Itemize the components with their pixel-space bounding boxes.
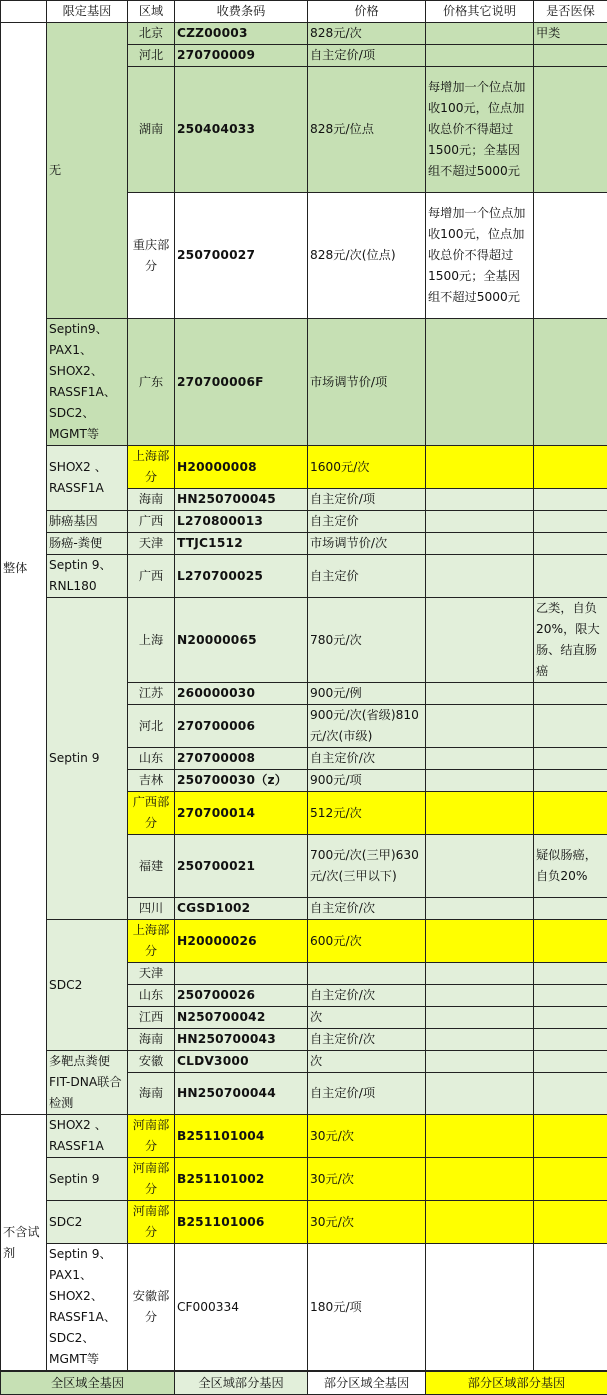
price-cell: 自主定价 xyxy=(308,555,426,598)
code-cell: 270700009 xyxy=(175,45,308,67)
note-cell xyxy=(426,705,534,748)
insurance-cell xyxy=(534,489,607,511)
region-cell: 河南部分 xyxy=(128,1158,175,1201)
code-cell: H20000026 xyxy=(175,920,308,963)
price-cell: 900元/项 xyxy=(308,770,426,792)
code-cell: 260000030 xyxy=(175,683,308,705)
insurance-cell xyxy=(534,1051,607,1073)
price-cell: 900元/例 xyxy=(308,683,426,705)
code-cell: 270700014 xyxy=(175,792,308,835)
note-cell xyxy=(426,1029,534,1051)
note-cell xyxy=(426,1051,534,1073)
region-cell: 天津 xyxy=(128,963,175,985)
category-whole: 整体 xyxy=(1,23,47,1115)
legend xyxy=(0,1371,607,1395)
region-cell: 安徽部分 xyxy=(128,1244,175,1371)
code-cell: 250404033 xyxy=(175,67,308,193)
price-cell: 828元/次 xyxy=(308,23,426,45)
price-cell: 30元/次 xyxy=(308,1201,426,1244)
header-note: 价格其它说明 xyxy=(426,1,534,23)
code-cell: L270800013 xyxy=(175,511,308,533)
note-cell xyxy=(426,1201,534,1244)
header-price: 价格 xyxy=(308,1,426,23)
note-cell xyxy=(426,835,534,898)
gene-colorectal: 肠癌-粪便 xyxy=(47,533,128,555)
table-row xyxy=(1,1051,607,1073)
code-cell: 250700027 xyxy=(175,193,308,319)
gene-nr-sdc2: SDC2 xyxy=(47,1201,128,1244)
table-row xyxy=(1,920,607,963)
insurance-cell xyxy=(534,1029,607,1051)
region-cell: 上海部分 xyxy=(128,920,175,963)
region-cell: 上海部分 xyxy=(128,446,175,489)
legend-full-region-full-gene: 全区域全基因 xyxy=(1,1372,175,1395)
legend-partial-region-partial-gene: 部分区域部分基因 xyxy=(426,1372,607,1395)
header-row xyxy=(1,1,607,23)
region-cell: 北京 xyxy=(128,23,175,45)
code-cell: B251101006 xyxy=(175,1201,308,1244)
price-cell: 600元/次 xyxy=(308,920,426,963)
region-cell: 福建 xyxy=(128,835,175,898)
note-cell xyxy=(426,533,534,555)
table-row xyxy=(1,598,607,683)
note-cell xyxy=(426,598,534,683)
insurance-cell xyxy=(534,1244,607,1371)
code-cell: N20000065 xyxy=(175,598,308,683)
table-row xyxy=(1,446,607,489)
table-row xyxy=(1,511,607,533)
note-cell xyxy=(426,489,534,511)
region-cell: 江苏 xyxy=(128,683,175,705)
region-cell: 河北 xyxy=(128,705,175,748)
insurance-cell xyxy=(534,963,607,985)
code-cell: B251101004 xyxy=(175,1115,308,1158)
legend-partial-region-full-gene: 部分区域全基因 xyxy=(308,1372,426,1395)
note-cell xyxy=(426,1244,534,1371)
region-cell: 上海 xyxy=(128,598,175,683)
table-row xyxy=(1,1158,607,1201)
region-cell: 山东 xyxy=(128,985,175,1007)
gene-nr-shox2: SHOX2 、RASSF1A xyxy=(47,1115,128,1158)
header-region: 区域 xyxy=(128,1,175,23)
gene-none: 无 xyxy=(47,23,128,319)
code-cell: 250700026 xyxy=(175,985,308,1007)
note-cell xyxy=(426,898,534,920)
note-cell xyxy=(426,1115,534,1158)
region-cell: 山东 xyxy=(128,748,175,770)
note-cell xyxy=(426,319,534,446)
note-cell xyxy=(426,770,534,792)
gene-septin9-rnl180: Septin 9、RNL180 xyxy=(47,555,128,598)
insurance-cell xyxy=(534,319,607,446)
insurance-cell xyxy=(534,67,607,193)
gene-fitdna: 多靶点粪便FIT-DNA联合检测 xyxy=(47,1051,128,1115)
code-cell xyxy=(175,963,308,985)
region-cell: 江西 xyxy=(128,1007,175,1029)
code-cell: CGSD1002 xyxy=(175,898,308,920)
gene-lung: 肺癌基因 xyxy=(47,511,128,533)
price-cell: 自主定价/次 xyxy=(308,985,426,1007)
code-cell: HN250700044 xyxy=(175,1073,308,1115)
price-cell: 828元/次(位点) xyxy=(308,193,426,319)
note-cell xyxy=(426,920,534,963)
code-cell: CZZ00003 xyxy=(175,23,308,45)
region-cell: 海南 xyxy=(128,1029,175,1051)
code-cell: 250700021 xyxy=(175,835,308,898)
code-cell: HN250700045 xyxy=(175,489,308,511)
price-cell: 780元/次 xyxy=(308,598,426,683)
header-code: 收费条码 xyxy=(175,1,308,23)
region-cell: 湖南 xyxy=(128,67,175,193)
note-cell xyxy=(426,511,534,533)
note-cell xyxy=(426,1073,534,1115)
code-cell: HN250700043 xyxy=(175,1029,308,1051)
gene-shox2: SHOX2 、RASSF1A xyxy=(47,446,128,511)
category-no-reagent: 不含试剂 xyxy=(1,1115,47,1371)
code-cell: H20000008 xyxy=(175,446,308,489)
code-cell: N250700042 xyxy=(175,1007,308,1029)
note-cell xyxy=(426,23,534,45)
note-cell xyxy=(426,683,534,705)
region-cell: 河南部分 xyxy=(128,1115,175,1158)
legend-full-region-partial-gene: 全区域部分基因 xyxy=(175,1372,308,1395)
price-cell: 700元/次(三甲)630元/次(三甲以下) xyxy=(308,835,426,898)
note-cell xyxy=(426,748,534,770)
price-cell: 30元/次 xyxy=(308,1158,426,1201)
code-cell: CLDV3000 xyxy=(175,1051,308,1073)
insurance-cell xyxy=(534,533,607,555)
code-cell: 270700006F xyxy=(175,319,308,446)
region-cell: 广西 xyxy=(128,555,175,598)
region-cell: 海南 xyxy=(128,489,175,511)
region-cell: 河南部分 xyxy=(128,1201,175,1244)
region-cell: 吉林 xyxy=(128,770,175,792)
code-cell: 250700030（z） xyxy=(175,770,308,792)
price-cell: 次 xyxy=(308,1007,426,1029)
note-cell xyxy=(426,45,534,67)
insurance-cell xyxy=(534,1007,607,1029)
price-cell: 自主定价/项 xyxy=(308,489,426,511)
note-cell xyxy=(426,1158,534,1201)
insurance-cell: 疑似肠癌，自负20% xyxy=(534,835,607,898)
header-category xyxy=(1,1,47,23)
region-cell: 安徽 xyxy=(128,1051,175,1073)
price-cell: 828元/位点 xyxy=(308,67,426,193)
note-cell xyxy=(426,985,534,1007)
note-cell xyxy=(426,555,534,598)
code-cell: 270700008 xyxy=(175,748,308,770)
insurance-cell xyxy=(534,748,607,770)
insurance-cell xyxy=(534,683,607,705)
insurance-cell xyxy=(534,1158,607,1201)
price-cell: 512元/次 xyxy=(308,792,426,835)
table-row xyxy=(1,23,607,45)
insurance-cell xyxy=(534,792,607,835)
gene-nr-septin9: Septin 9 xyxy=(47,1158,128,1201)
note-cell: 每增加一个位点加收100元，位点加收总价不得超过1500元；全基因组不超过5000元 xyxy=(426,193,534,319)
insurance-cell xyxy=(534,1115,607,1158)
region-cell: 广西 xyxy=(128,511,175,533)
code-cell: B251101002 xyxy=(175,1158,308,1201)
insurance-cell xyxy=(534,705,607,748)
insurance-cell xyxy=(534,920,607,963)
region-cell: 广西部分 xyxy=(128,792,175,835)
legend-row xyxy=(1,1372,607,1395)
region-cell: 海南 xyxy=(128,1073,175,1115)
insurance-cell xyxy=(534,446,607,489)
gene-multi: Septin9、PAX1、SHOX2、RASSF1A、SDC2、MGMT等 xyxy=(47,319,128,446)
price-cell: 30元/次 xyxy=(308,1115,426,1158)
table-row xyxy=(1,1201,607,1244)
code-cell: CF000334 xyxy=(175,1244,308,1371)
price-cell: 自主定价/次 xyxy=(308,1029,426,1051)
gene-sdc2: SDC2 xyxy=(47,920,128,1051)
note-cell xyxy=(426,792,534,835)
note-cell: 每增加一个位点加收100元，位点加收总价不得超过1500元；全基因组不超过5000元 xyxy=(426,67,534,193)
insurance-cell xyxy=(534,193,607,319)
insurance-cell xyxy=(534,985,607,1007)
price-cell: 自主定价 xyxy=(308,511,426,533)
price-cell: 1600元/次 xyxy=(308,446,426,489)
insurance-cell: 甲类 xyxy=(534,23,607,45)
insurance-cell xyxy=(534,1073,607,1115)
insurance-cell: 乙类，自负20%，限大肠、结直肠癌 xyxy=(534,598,607,683)
insurance-cell xyxy=(534,770,607,792)
price-cell: 900元/次(省级)810元/次(市级) xyxy=(308,705,426,748)
price-cell: 自主定价/次 xyxy=(308,748,426,770)
region-cell: 河北 xyxy=(128,45,175,67)
price-cell: 次 xyxy=(308,1051,426,1073)
note-cell xyxy=(426,1007,534,1029)
code-cell: L270700025 xyxy=(175,555,308,598)
insurance-cell xyxy=(534,511,607,533)
code-cell: 270700006 xyxy=(175,705,308,748)
price-cell: 市场调节价/项 xyxy=(308,319,426,446)
table-row xyxy=(1,1115,607,1158)
insurance-cell xyxy=(534,555,607,598)
table-row xyxy=(1,555,607,598)
note-cell xyxy=(426,963,534,985)
table-row xyxy=(1,319,607,446)
note-cell xyxy=(426,446,534,489)
table-row xyxy=(1,533,607,555)
gene-nr-multi: Septin 9、PAX1、SHOX2、RASSF1A、SDC2、MGMT等 xyxy=(47,1244,128,1371)
insurance-cell xyxy=(534,45,607,67)
header-insurance: 是否医保 xyxy=(534,1,607,23)
price-cell: 180元/项 xyxy=(308,1244,426,1371)
price-cell: 自主定价/次 xyxy=(308,898,426,920)
code-cell: TTJC1512 xyxy=(175,533,308,555)
insurance-cell xyxy=(534,898,607,920)
price-cell: 自主定价/项 xyxy=(308,45,426,67)
header-gene: 限定基因 xyxy=(47,1,128,23)
region-cell: 四川 xyxy=(128,898,175,920)
price-cell: 自主定价/项 xyxy=(308,1073,426,1115)
insurance-cell xyxy=(534,1201,607,1244)
region-cell: 重庆部分 xyxy=(128,193,175,319)
region-cell: 天津 xyxy=(128,533,175,555)
price-cell xyxy=(308,963,426,985)
gene-septin9: Septin 9 xyxy=(47,598,128,920)
table-row xyxy=(1,1244,607,1371)
region-cell: 广东 xyxy=(128,319,175,446)
price-cell: 市场调节价/次 xyxy=(308,533,426,555)
